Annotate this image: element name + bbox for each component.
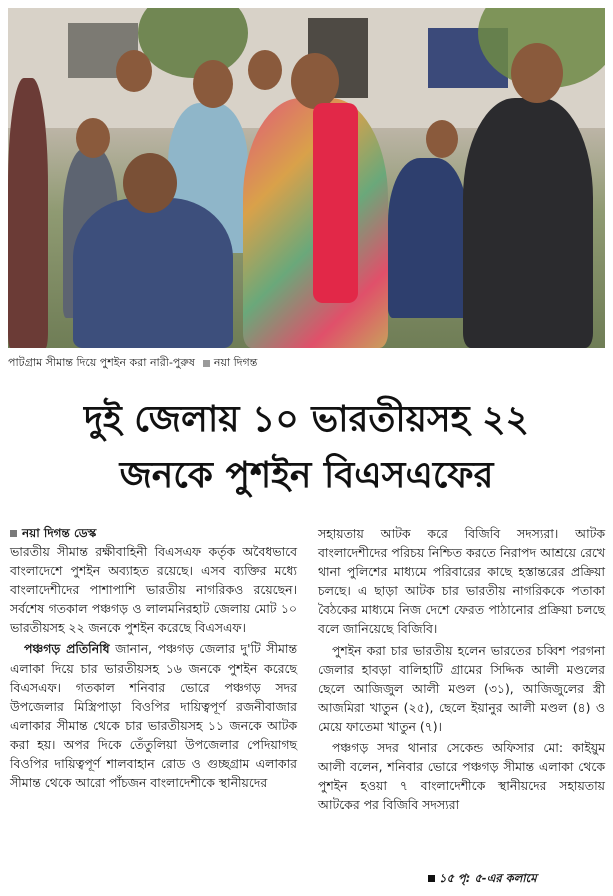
- photo-caption-text: পাটগ্রাম সীমান্ত দিয়ে পুশইন করা নারী-পুরুষ: [8, 356, 195, 369]
- headline-line-1: দুই জেলায় ১০ ভারতীয়সহ ২২: [84, 399, 529, 440]
- photo-red-scarf: [313, 103, 358, 303]
- headline: [8, 392, 605, 504]
- photo-person-head: [76, 118, 110, 158]
- jump-text: ১৫ পৃ: ৫-এর কলামে: [439, 871, 537, 885]
- headline-line-2: জনকে পুশইন বিএসএফের: [119, 455, 494, 496]
- article-paragraph: [10, 639, 297, 792]
- article-paragraph-text: জানান, পঞ্চগড় জেলার দু'টি সীমান্ত এলাকা দিয়ে চার ভারতীয়সহ ১৬ জনকে পুশইন করেছে বিএসএফ। গতকাল শনিবার ভোরে পঞ্চগড় সদর উপজেলার মিস্ত্রিপাড়া বিওপির দায়িত্বপূর্ণ রজনীবাজার এলাকার সীমান্ত থেকে চার ভারতীয়সহ ১১ জনকে আটক করা হয়। অপর দিকে তেঁতুলিয়া উপজেলার পেদিয়াগছ বিওপির দায়িত্বপূর্ণ শালবাহান রোড ও গুচ্ছগ্রাম এলাকার সীমান্ত থেকে আরো পাঁচজন বাংলাদেশীকে স্থানীয়দের: [10, 641, 298, 791]
- photo-person-head: [511, 43, 563, 103]
- caption-separator-square: [203, 360, 210, 367]
- continuation-jump-line: [428, 869, 537, 887]
- article-paragraph: পুশইন করা চার ভারতীয় হলেন ভারতের চব্বিশ পরগনা জেলার হাবড়া বালিহাটি গ্রামের সিদ্দিক আলী মণ্ডলের ছেলে আজিজুল আলী মণ্ডল (৩১), আজিজুলের স্ত্রী আজমিরা খাতুন (২৫), ছেলে ইয়ানুর আলী মণ্ডল (৪) ও মেয়ে ফাতেমা খাতুন (৭)।: [318, 642, 605, 734]
- jump-square-icon: [428, 875, 435, 882]
- photo-person-head: [193, 60, 233, 108]
- photo-credit: নয়া দিগন্ত: [213, 356, 258, 369]
- photo-person-head: [123, 153, 177, 213]
- correspondent-label: পঞ্চগড় প্রতিনিধি: [24, 641, 110, 657]
- photo-person-head: [426, 120, 458, 158]
- photo-person: [388, 158, 468, 318]
- article-column-left: [10, 524, 297, 792]
- article-paragraph: পঞ্চগড় সদর থানার সেকেন্ড অফিসার মো: কাইয়ুম আলী বলেন, শনিবার ভোরে পঞ্চগড় সীমান্ত এলাকা থেকে পুশইন হওয়া ৭ বাংলাদেশীকে স্থানীয়দের সহায়তায় আটকের পর বিজিবি সদস্যরা: [318, 740, 605, 813]
- photo-caption: [8, 354, 605, 372]
- photo-person-head: [116, 50, 152, 92]
- byline-bullet: [10, 530, 17, 537]
- photo-person-seated-man: [73, 198, 233, 348]
- news-photo: [8, 8, 605, 348]
- photo-person: [8, 78, 48, 348]
- byline-text: নয়া দিগন্ত ডেস্ক: [22, 526, 97, 540]
- article-column-right: [318, 524, 605, 814]
- photo-person-head: [248, 50, 282, 90]
- photo-person-head: [291, 53, 339, 109]
- article-paragraph: সহায়তায় আটক করে বিজিবি সদস্যরা। আটক বাংলাদেশীদের পরিচয় নিশ্চিত করতে নিরাপদ আশ্রয়ে রেখে থানা পুলিশের মাধ্যমে পরিবারের কাছে হস্তান্তরের প্রক্রিয়া চলছে। এ ছাড়া আটক চার ভারতীয় নাগরিককে পতাকা বৈঠকের মাধ্যমে নিজ দেশে ফেরত পাঠানোর প্রক্রিয়া চলছে বলে জানিয়েছে বিজিবি।: [318, 526, 605, 637]
- article-paragraph: ভারতীয় সীমান্ত রক্ষীবাহিনী বিএসএফ কর্তৃক অবৈধভাবে বাংলাদেশে পুশইন অব্যাহত রয়েছে। এসব ব্যক্তির মধ্যে বাংলাদেশীদের পাশাপাশি ভারতীয় নাগরিকও রয়েছেন। সর্বশেষ গতকাল পঞ্চগড় ও লালমনিরহাট জেলায় মোট ১০ ভারতীয়সহ ২২ জনকে পুশইন করেছে বিএসএফ।: [10, 544, 297, 636]
- byline: [10, 524, 297, 542]
- photo-person-black-shirt: [463, 98, 593, 348]
